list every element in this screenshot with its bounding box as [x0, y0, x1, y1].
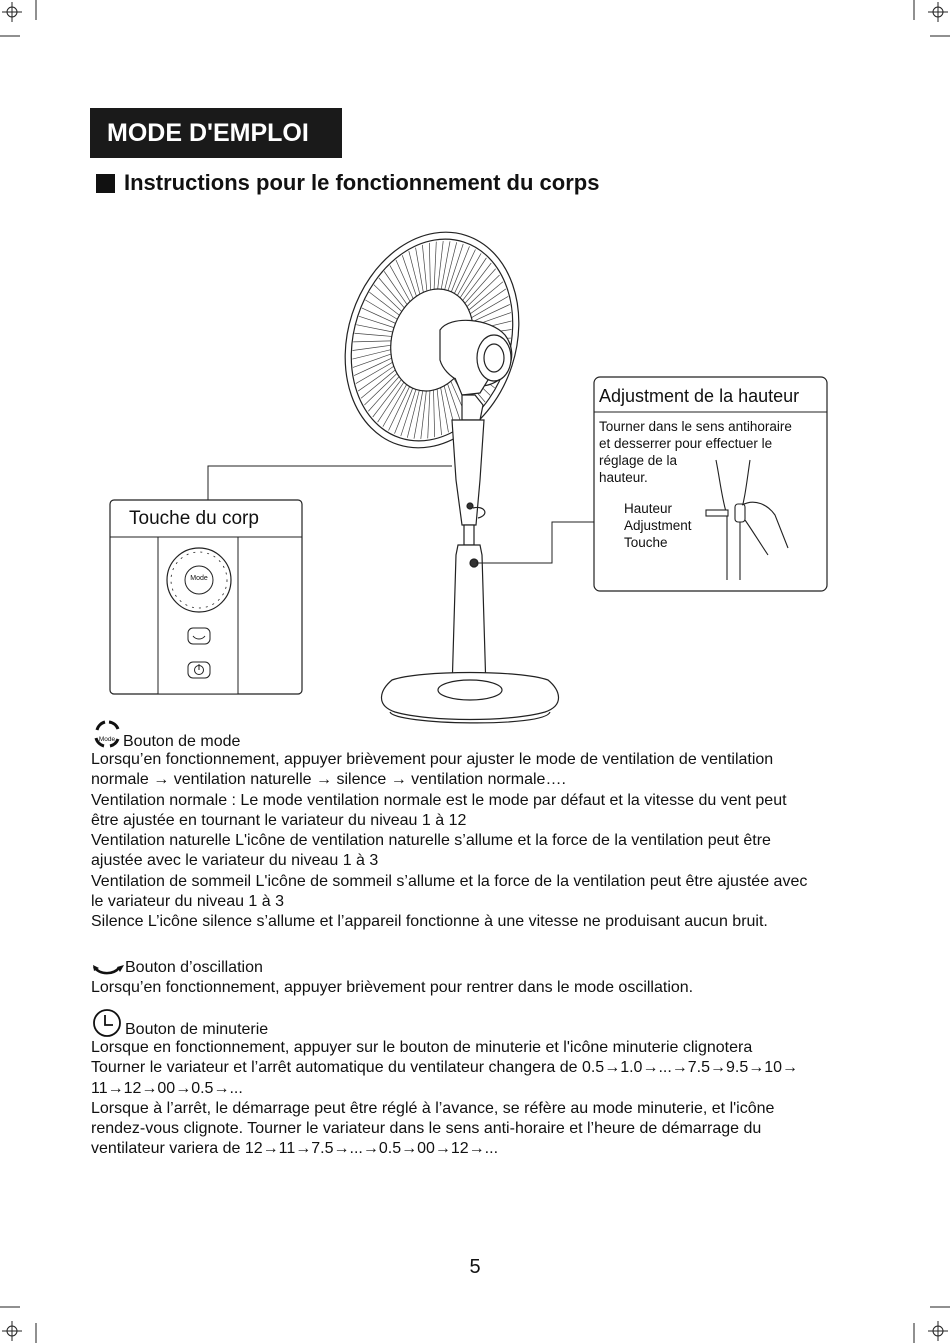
mode-subheading — [91, 718, 891, 750]
oscillation-line: Lorsqu’en fonctionnement, appuyer brièvement pour rentrer dans le mode oscillation. — [91, 979, 694, 997]
page-title: MODE D'EMPLOI — [90, 108, 342, 158]
mode-line: ajustée avec le variateur du niveau 1 à 3 — [91, 852, 379, 870]
timer-line: Lorsque à l’arrêt, le démarrage peut être réglé à l’avance, se réfère au mode minuterie, et l'icône — [91, 1099, 775, 1117]
timer-heading: Bouton de minuterie — [125, 1020, 269, 1038]
timer-line: rendez-vous clignote. Tourner le variateur dans le sens anti-horaire et l’heure de démarrage du — [91, 1120, 762, 1138]
mode-line: le variateur du niveau 1 à 3 — [91, 893, 285, 911]
oscillation-section — [91, 958, 891, 999]
timer-subheading — [91, 1008, 891, 1038]
mode-line: Silence L’icône silence s’allume et l’appareil fonctionne à une vitesse ne produisant aucun bruit. — [91, 913, 768, 931]
mode-line: Ventilation normale : Le mode ventilation normale est le mode par défaut et la vitesse du vent peut — [91, 791, 787, 809]
mode-line: Ventilation de sommeil L'icône de sommeil s’allume et la force de la ventilation peut être ajustée avec — [91, 872, 808, 890]
mode-line: normale → ventilation naturelle → silence → ventilation normale…. — [91, 771, 566, 789]
mode-line: Lorsqu’en fonctionnement, appuyer brièvement pour ajuster le mode de ventilation de ventilation — [91, 751, 774, 768]
oscillation-heading: Bouton d’oscillation — [125, 959, 263, 976]
height-adjustment-description: Tourner dans le sens antihoraire et desserrer pour effectuer le réglage de la hauteur. — [599, 419, 792, 485]
oscillation-icon — [91, 962, 125, 978]
mode-line: Ventilation naturelle L'icône de ventilation naturelle s’allume et la force de la ventilation peut être — [91, 832, 771, 850]
timer-line: ventilateur variera de 12→11→7.5→...→0.5→00→12→... — [91, 1140, 499, 1158]
dial-mode-label: Mode — [190, 575, 208, 582]
height-knob-label: Hauteur Adjustment Touche — [624, 501, 692, 550]
mode-section — [91, 718, 891, 933]
timer-icon — [91, 1008, 125, 1038]
oscillation-subheading — [91, 958, 891, 978]
body-controls-title: Touche du corp — [129, 508, 259, 529]
section-heading-text: Instructions pour le fonctionnement du corps — [124, 170, 600, 195]
timer-line: Lorsque en fonctionnement, appuyer sur le bouton de minuterie et l'icône minuterie clignotera — [91, 1039, 753, 1056]
timer-line: 11→12→00→0.5→... — [91, 1079, 243, 1097]
mode-line: être ajustée en tournant le variateur du niveau 1 à 12 — [91, 811, 467, 829]
timer-section — [91, 1008, 891, 1160]
mode-icon: Mode — [91, 718, 123, 750]
height-adjustment-title: Adjustment de la hauteur — [599, 386, 800, 406]
fan-head — [318, 209, 546, 470]
page-number: 5 — [469, 1256, 481, 1278]
timer-line: Tourner le variateur et l’arrêt automatique du ventilateur changera de 0.5→1.0→...→7.5→9.5→10→ — [91, 1059, 799, 1077]
mode-heading: Bouton de mode — [123, 732, 241, 750]
